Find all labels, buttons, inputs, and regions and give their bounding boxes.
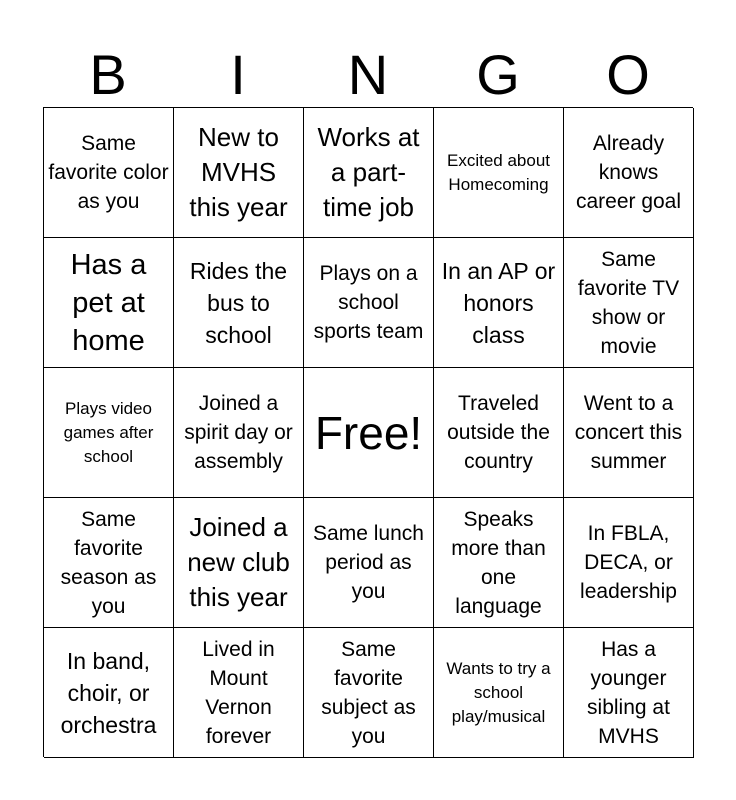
bingo-cell[interactable]: [44, 628, 174, 758]
cell-text: Excited about Homecoming: [446, 150, 550, 194]
bingo-cell[interactable]: [304, 498, 434, 628]
bingo-cell[interactable]: [174, 238, 304, 368]
bingo-cell[interactable]: [434, 108, 564, 238]
bingo-cell[interactable]: [44, 238, 174, 368]
cell-text: Joined a new club this year: [187, 512, 290, 612]
cell-text: Rides the bus to school: [189, 257, 288, 348]
cell-text: Same favorite season as you: [60, 507, 157, 618]
cell-text: In an AP or honors class: [441, 257, 556, 348]
bingo-cell[interactable]: [174, 498, 304, 628]
bingo-cell[interactable]: [564, 628, 694, 758]
bingo-cell[interactable]: [564, 108, 694, 238]
bingo-cell[interactable]: [304, 238, 434, 368]
bingo-cell[interactable]: [434, 238, 564, 368]
cell-text: In band, choir, or orchestra: [60, 647, 157, 738]
bingo-cell[interactable]: [564, 498, 694, 628]
header-letter-o: O: [606, 43, 650, 106]
cell-text: Traveled outside the country: [447, 392, 550, 473]
bingo-cell[interactable]: [304, 628, 434, 758]
cell-text: Speaks more than one language: [451, 507, 546, 618]
cell-text: Already knows career goal: [575, 132, 682, 213]
bingo-cell[interactable]: [304, 108, 434, 238]
bingo-cell[interactable]: [174, 368, 304, 498]
cell-text: Has a pet at home: [70, 248, 147, 357]
free-space-text: Free!: [314, 406, 423, 459]
header-letter-b: B: [89, 43, 127, 106]
cell-text: Has a younger sibling at MVHS: [587, 637, 670, 748]
header-letter-g: G: [476, 43, 520, 106]
cell-text: New to MVHS this year: [189, 122, 288, 222]
cell-text: Same lunch period as you: [313, 522, 424, 603]
cell-text: In FBLA, DECA, or leadership: [580, 522, 677, 603]
cell-text: Went to a concert this summer: [574, 392, 683, 473]
bingo-cell[interactable]: [44, 108, 174, 238]
cell-text: Lived in Mount Vernon forever: [202, 637, 275, 748]
cell-text: Joined a spirit day or assembly: [184, 392, 293, 473]
bingo-cell[interactable]: [434, 628, 564, 758]
bingo-cell[interactable]: [174, 108, 304, 238]
bingo-cell[interactable]: [174, 628, 304, 758]
bingo-board: [43, 107, 693, 757]
free-space[interactable]: [304, 368, 434, 498]
cell-text: Plays on a school sports team: [313, 262, 424, 343]
cell-text: Same favorite color as you: [48, 132, 169, 213]
bingo-cell[interactable]: [434, 498, 564, 628]
bingo-cell[interactable]: [44, 498, 174, 628]
header-letter-i: I: [230, 43, 246, 106]
cell-text: Same favorite subject as you: [321, 637, 416, 748]
cell-text: Wants to try a school play/musical: [446, 658, 551, 726]
bingo-cell[interactable]: [44, 368, 174, 498]
bingo-cell[interactable]: [564, 238, 694, 368]
header-letter-n: N: [347, 43, 389, 106]
bingo-header: [43, 44, 693, 106]
bingo-cell[interactable]: [434, 368, 564, 498]
cell-text: Plays video games after school: [63, 398, 154, 466]
cell-text: Works at a part-time job: [317, 122, 420, 222]
cell-text: Same favorite TV show or movie: [577, 247, 680, 358]
bingo-cell[interactable]: [564, 368, 694, 498]
